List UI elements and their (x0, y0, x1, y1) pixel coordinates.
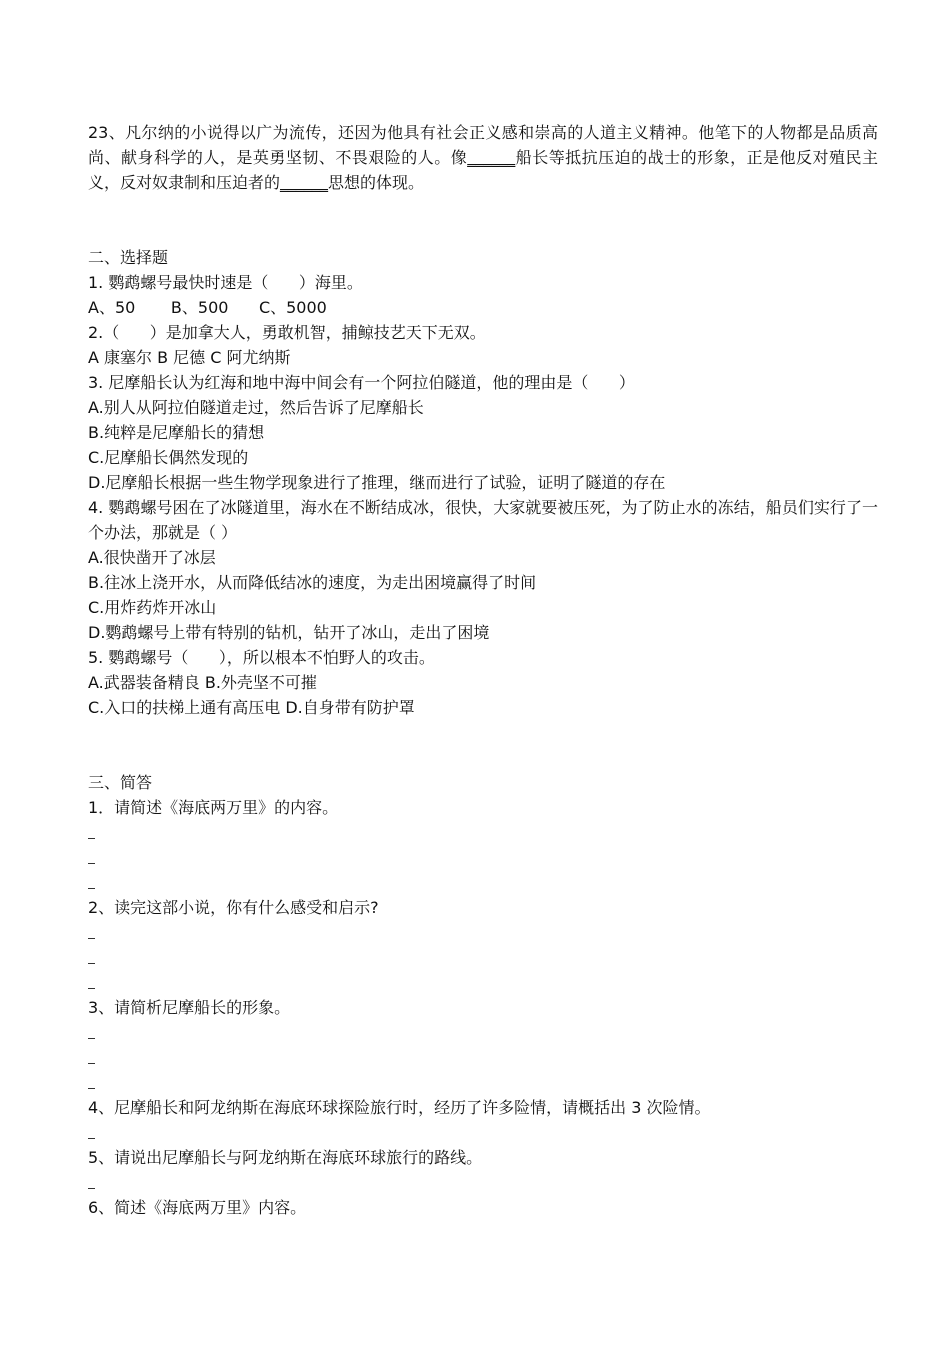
answer-blank-line[interactable] (88, 870, 878, 895)
short-answer-question: 5、请说出尼摩船长与阿龙纳斯在海底环球旅行的路线。 (88, 1148, 483, 1167)
question-23-blank-2: ______ (280, 173, 329, 192)
mc-line: C.尼摩船长偶然发现的 (88, 448, 249, 467)
mc-line: D.尼摩船长根据一些生物学现象进行了推理，继而进行了试验，证明了隧道的存在 (88, 473, 666, 492)
question-23 (88, 120, 878, 195)
answer-blank-line[interactable] (88, 920, 878, 945)
answer-blank-line[interactable] (88, 970, 878, 995)
mc-line: C.入口的扶梯上通有高压电 D.自身带有防护罩 (88, 698, 415, 717)
section-short-answer (88, 770, 878, 1220)
question-23-part3: 思想的体现。 (328, 173, 425, 192)
short-answer-question: 1．请简述《海底两万里》的内容。 (88, 798, 339, 817)
answer-blank-line[interactable] (88, 1120, 878, 1145)
mc-line: 1. 鹦鹉螺号最快时速是（ ）海里。 (88, 273, 363, 292)
mc-line: A.别人从阿拉伯隧道走过，然后告诉了尼摩船长 (88, 398, 424, 417)
question-23-part1: 23、凡尔纳的小说得以广为流传，还因为他具有社会正义感和崇高的人道主义精神。他笔下的人物都是品质高尚、献身科学的人，是英勇坚韧、不畏艰险的人。像 (88, 123, 878, 167)
mc-line: 2.（ ）是加拿大人，勇敢机智，捕鲸技艺天下无双。 (88, 323, 486, 342)
mc-line: 4. 鹦鹉螺号困在了冰隧道里，海水在不断结成冰，很快，大家就要被压死，为了防止水的冻结，船员们实行了一个办法，那就是（ ） (88, 498, 878, 542)
mc-line: B.纯粹是尼摩船长的猜想 (88, 423, 265, 442)
short-answer-question: 4、尼摩船长和阿龙纳斯在海底环球探险旅行时，经历了许多险情，请概括出 3 次险情。 (88, 1098, 711, 1117)
section-3-heading: 三、简答 (88, 773, 153, 792)
short-answer-question: 2、读完这部小说，你有什么感受和启示? (88, 898, 379, 917)
question-23-part2: 船长等抵抗压迫的战士的形象，正是他反对殖民主义，反对奴隶制和压迫者的 (88, 148, 878, 192)
short-answer-question: 6、简述《海底两万里》内容。 (88, 1198, 307, 1217)
mc-line: C.用炸药炸开冰山 (88, 598, 217, 617)
mc-line: A.很快凿开了冰层 (88, 548, 216, 567)
mc-line: A.武器装备精良 B.外壳坚不可摧 (88, 673, 317, 692)
spacer (88, 720, 878, 770)
answer-blank-line[interactable] (88, 945, 878, 970)
answer-blank-line[interactable] (88, 1070, 878, 1095)
answer-blank-line[interactable] (88, 820, 878, 845)
document-page (88, 120, 878, 1220)
question-23-blank-1: ______ (467, 148, 516, 167)
mc-line: A 康塞尔 B 尼德 C 阿尤纳斯 (88, 348, 291, 367)
short-answer-question: 3、请简析尼摩船长的形象。 (88, 998, 291, 1017)
answer-blank-line[interactable] (88, 1020, 878, 1045)
mc-line: D.鹦鹉螺号上带有特别的钻机，钻开了冰山，走出了困境 (88, 623, 490, 642)
section-multiple-choice (88, 245, 878, 720)
answer-blank-line[interactable] (88, 1170, 878, 1195)
answer-blank-line[interactable] (88, 845, 878, 870)
answer-blank-line[interactable] (88, 1045, 878, 1070)
mc-line: 3. 尼摩船长认为红海和地中海中间会有一个阿拉伯隧道，他的理由是（ ） (88, 373, 635, 392)
mc-line: 5. 鹦鹉螺号（ ），所以根本不怕野人的攻击。 (88, 648, 435, 667)
spacer (88, 195, 878, 245)
mc-line: A、50 B、500 C、5000 (88, 298, 327, 317)
mc-line: B.往冰上浇开水，从而降低结冰的速度，为走出困境赢得了时间 (88, 573, 537, 592)
section-2-heading: 二、选择题 (88, 248, 169, 267)
